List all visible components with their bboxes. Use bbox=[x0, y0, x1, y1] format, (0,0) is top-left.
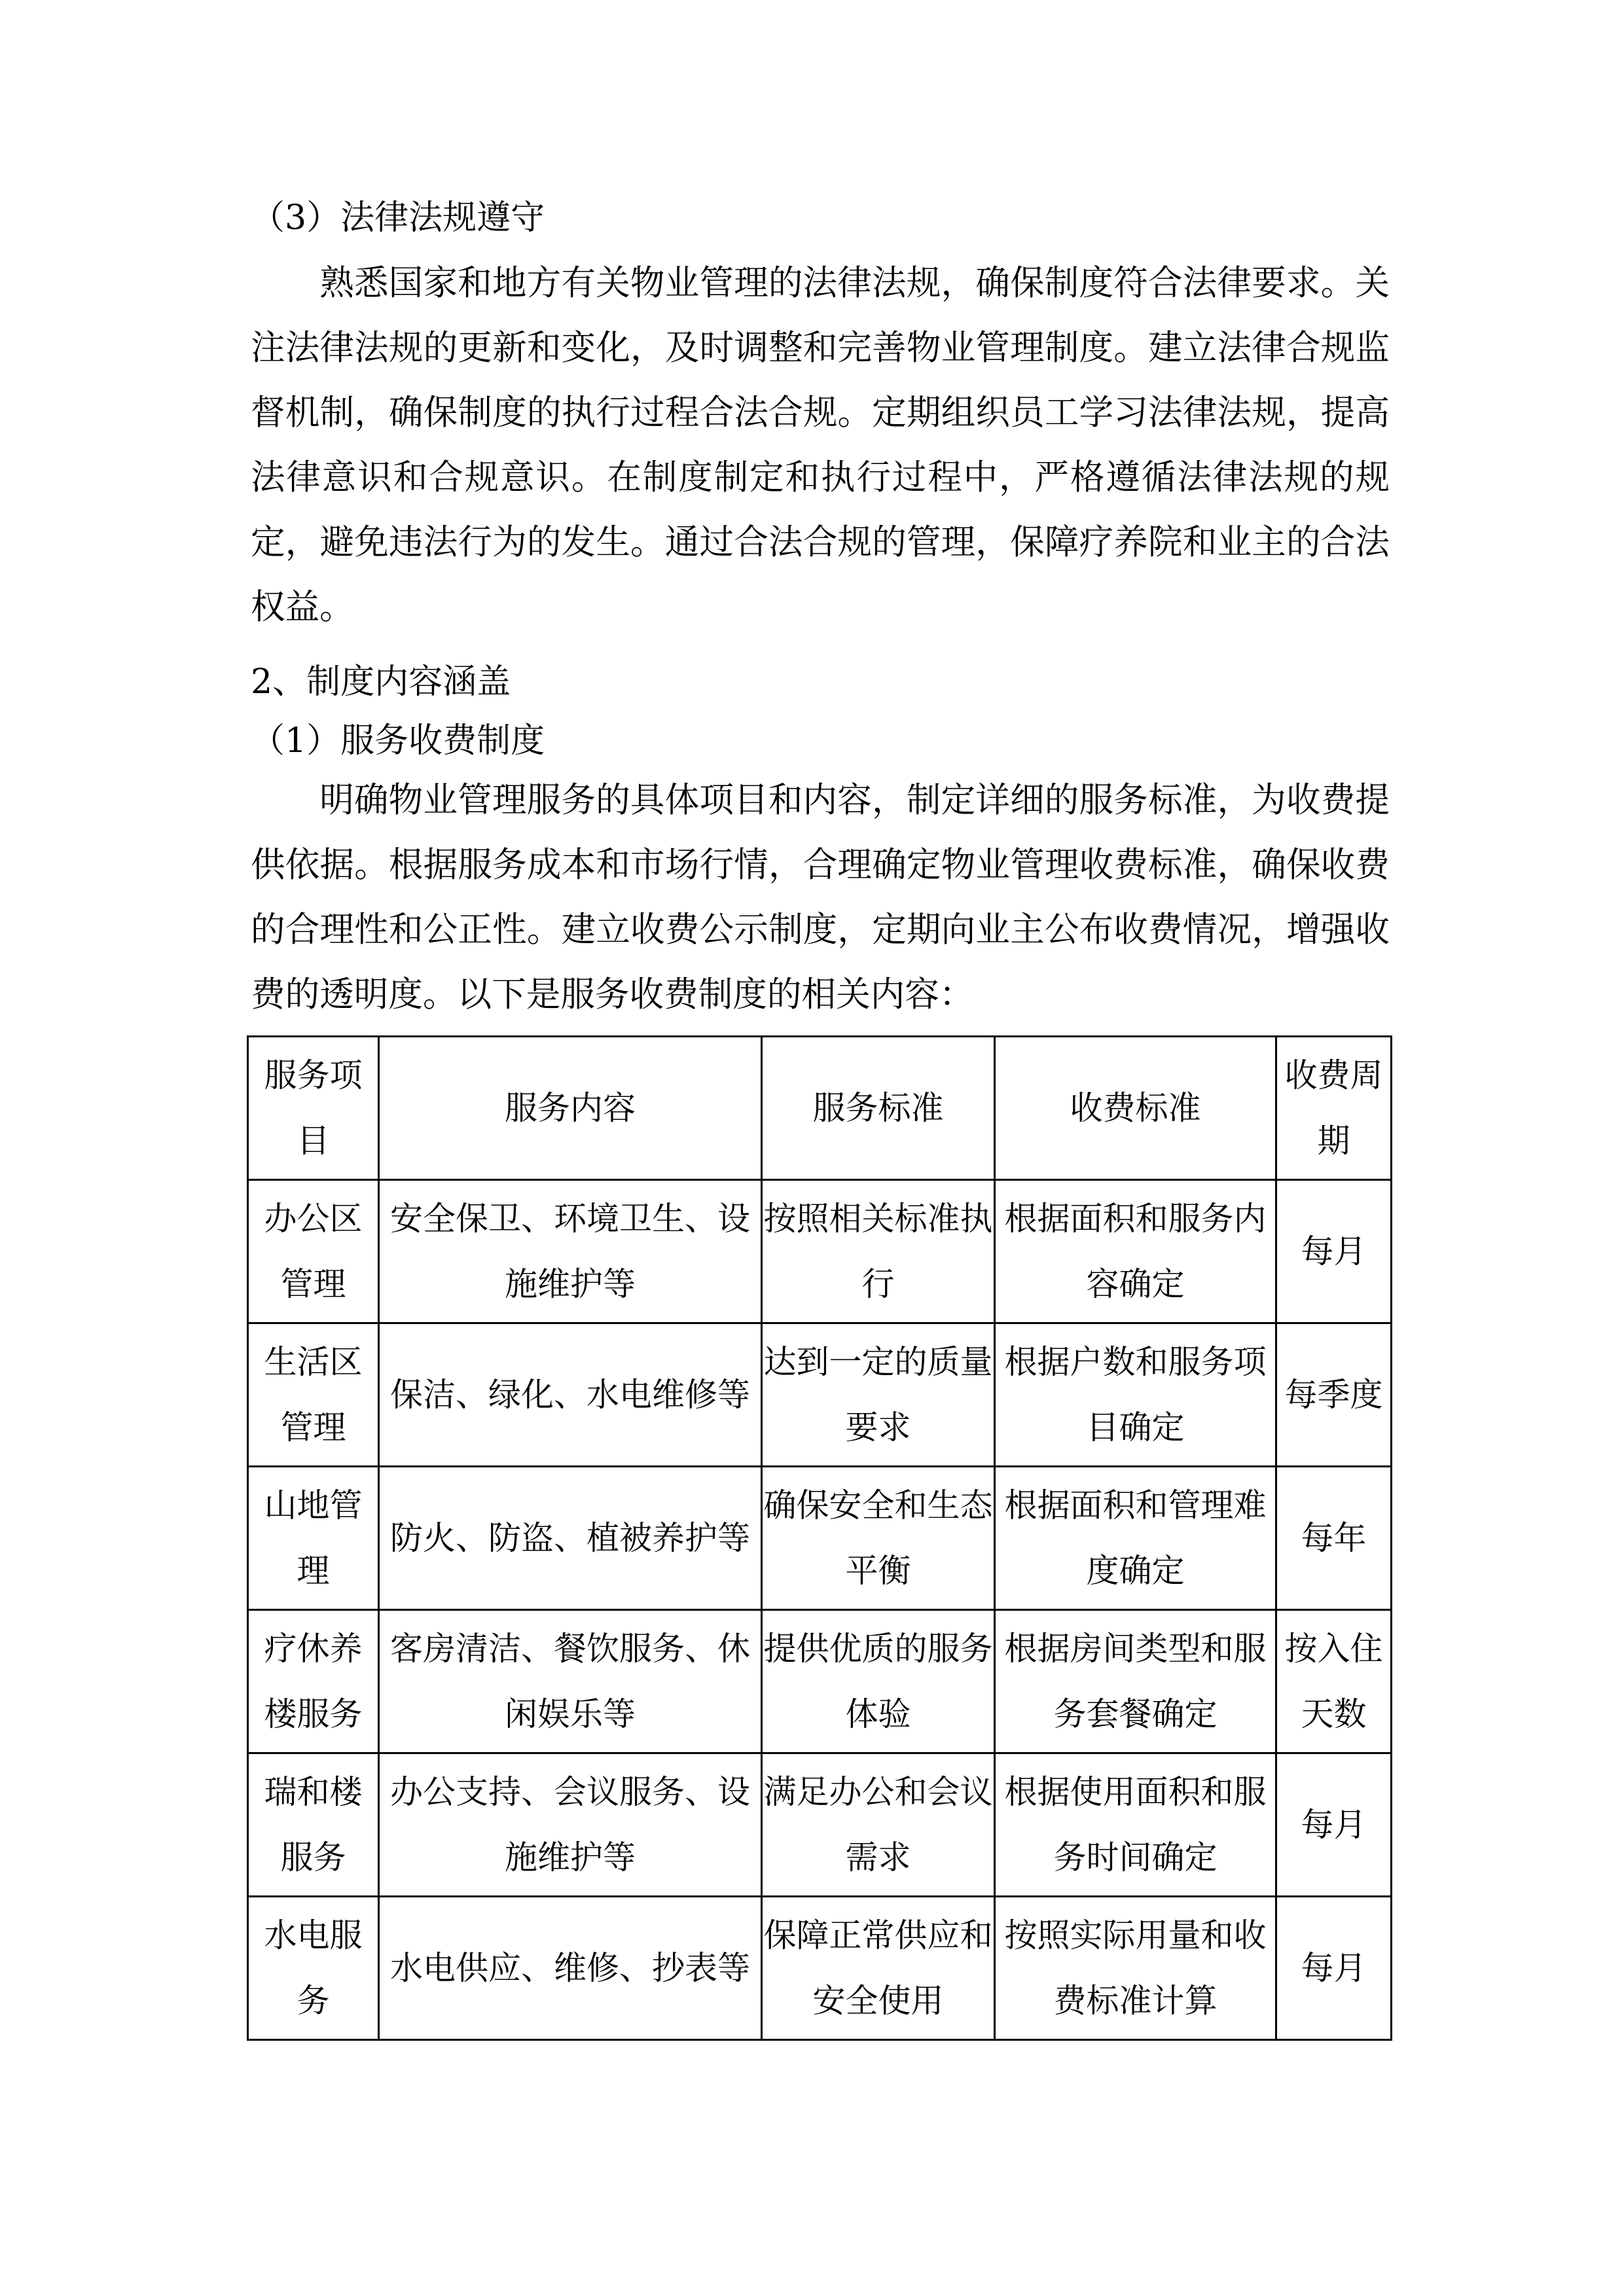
table-cell: 山地管理 bbox=[248, 1467, 379, 1610]
table-cell: 防火、防盗、植被养护等 bbox=[379, 1467, 762, 1610]
table-cell: 生活区管理 bbox=[248, 1323, 379, 1467]
service-fee-table bbox=[247, 1035, 1392, 2041]
document-page bbox=[251, 0, 1390, 2041]
subsection-heading-service-fee: （1）服务收费制度 bbox=[251, 721, 545, 761]
table-row bbox=[248, 1753, 1392, 1897]
header-cell: 服务内容 bbox=[379, 1037, 762, 1180]
table-cell: 每月 bbox=[1276, 1753, 1392, 1897]
header-cell: 服务标准 bbox=[762, 1037, 995, 1180]
table-cell: 确保安全和生态平衡 bbox=[762, 1467, 995, 1610]
table-cell: 每季度 bbox=[1276, 1323, 1392, 1467]
table-cell: 达到一定的质量要求 bbox=[762, 1323, 995, 1467]
table-cell: 按入住天数 bbox=[1276, 1610, 1392, 1753]
table-cell: 客房清洁、餐饮服务、休闲娱乐等 bbox=[379, 1610, 762, 1753]
table-row bbox=[248, 1323, 1392, 1467]
table-cell: 根据面积和服务内容确定 bbox=[995, 1180, 1276, 1323]
table-cell: 根据户数和服务项目确定 bbox=[995, 1323, 1276, 1467]
table-cell: 安全保卫、环境卫生、设施维护等 bbox=[379, 1180, 762, 1323]
table-cell: 瑞和楼服务 bbox=[248, 1753, 379, 1897]
table-row bbox=[248, 1897, 1392, 2040]
table-cell: 每年 bbox=[1276, 1467, 1392, 1610]
table-cell: 根据房间类型和服务套餐确定 bbox=[995, 1610, 1276, 1753]
table-cell: 每月 bbox=[1276, 1897, 1392, 2040]
section-heading-system-content: 2、制度内容涵盖 bbox=[251, 662, 511, 702]
legal-compliance-paragraph: 熟悉国家和地方有关物业管理的法律法规，确保制度符合法律要求。关注法律法规的更新和变化，及时调整和完善物业管理制度。建立法律合规监督机制，确保制度的执行过程合法合规。定期组织员工学习法律法规，提高法律意识和合规意识。在制度制定和执行过程中，严格遵循法律法规的规定，避免违法行为的发生。通过合法合规的管理，保障疗养院和业主的合法权益。 bbox=[251, 263, 1390, 627]
table-cell: 保洁、绿化、水电维修等 bbox=[379, 1323, 762, 1467]
header-cell: 服务项目 bbox=[248, 1037, 379, 1180]
table-cell: 按照实际用量和收费标准计算 bbox=[995, 1897, 1276, 2040]
table-cell: 满足办公和会议需求 bbox=[762, 1753, 995, 1897]
section-heading-legal-compliance: （3）法律法规遵守 bbox=[251, 198, 545, 238]
table-row bbox=[248, 1610, 1392, 1753]
header-cell: 收费标准 bbox=[995, 1037, 1276, 1180]
table-cell: 水电供应、维修、抄表等 bbox=[379, 1897, 762, 2040]
table-cell: 根据使用面积和服务时间确定 bbox=[995, 1753, 1276, 1897]
table-row bbox=[248, 1180, 1392, 1323]
service-fee-paragraph: 明确物业管理服务的具体项目和内容，制定详细的服务标准，为收费提供依据。根据服务成本和市场行情，合理确定物业管理收费标准，确保收费的合理性和公正性。建立收费公示制度，定期向业主公布收费情况，增强收费的透明度。以下是服务收费制度的相关内容： bbox=[251, 780, 1390, 1014]
table-row bbox=[248, 1467, 1392, 1610]
table-cell: 疗休养楼服务 bbox=[248, 1610, 379, 1753]
header-cell: 收费周期 bbox=[1276, 1037, 1392, 1180]
table-cell: 提供优质的服务体验 bbox=[762, 1610, 995, 1753]
table-cell: 水电服务 bbox=[248, 1897, 379, 2040]
table-cell: 每月 bbox=[1276, 1180, 1392, 1323]
table-header-row bbox=[248, 1037, 1392, 1180]
table-cell: 办公支持、会议服务、设施维护等 bbox=[379, 1753, 762, 1897]
table-cell: 保障正常供应和安全使用 bbox=[762, 1897, 995, 2040]
table-cell: 根据面积和管理难度确定 bbox=[995, 1467, 1276, 1610]
table-cell: 办公区管理 bbox=[248, 1180, 379, 1323]
table-cell: 按照相关标准执行 bbox=[762, 1180, 995, 1323]
